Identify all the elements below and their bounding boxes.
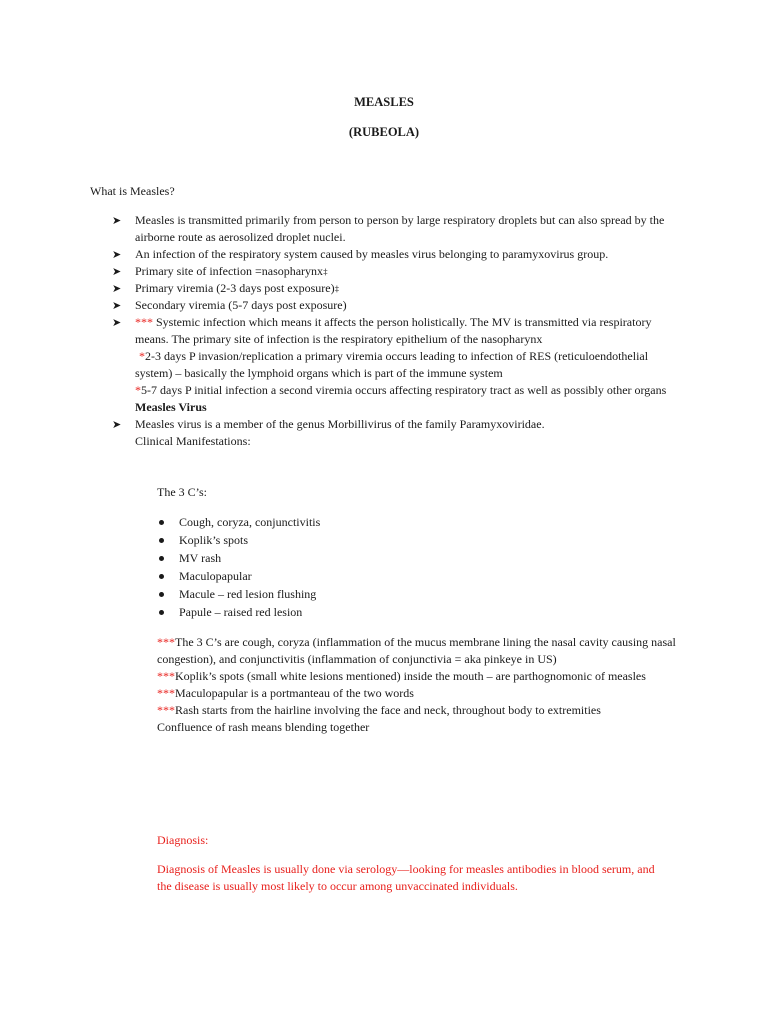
list-item [112,297,672,314]
list-item-text: An infection of the respiratory system caused by measles virus belonging to paramyxovirus group. [135,247,609,261]
note-text: Maculopapular is a portmanteau of the two words [175,686,414,700]
list-item [157,514,320,532]
emphasis-stars: *** [157,703,175,717]
list-item [112,263,672,280]
document-title: MEASLES [354,95,414,109]
list-item [112,212,672,246]
footnote-mark: ‡ [334,285,340,295]
emphasis-stars: *** [157,686,175,700]
note-paragraph [157,634,677,668]
list-item-text: Macule – red lesion flushing [179,587,317,601]
round-bullet-icon [159,556,164,561]
list-item-text: Koplik’s spots [179,533,249,547]
list-item [112,314,672,348]
bullet-list [157,514,320,622]
note-text: Confluence of rash means blending together [157,720,370,734]
note-paragraph [157,685,677,702]
list-item [112,280,672,297]
footnote-mark: ‡ [323,268,328,278]
sub-note [112,348,672,382]
list-item [157,604,320,622]
round-bullet-icon [159,574,164,579]
diagnosis-heading: Diagnosis: [157,833,209,847]
list-item [112,416,672,433]
emphasis-stars: * [139,349,145,363]
arrowhead-bullet-icon: ➤ [112,299,122,312]
note-paragraph [157,702,677,719]
arrowhead-bullet-icon: ➤ [112,248,122,261]
emphasis-stars: *** [157,669,175,683]
document-subtitle: (RUBEOLA) [348,125,420,139]
list-item-text: Papule – raised red lesion [179,605,303,619]
list-item-text: Primary viremia (2-3 days post exposure) [135,281,335,295]
clinical-label: Clinical Manifestations: [135,434,251,448]
arrowhead-bullet-icon: ➤ [112,265,122,278]
sub-note [112,382,672,399]
note-text: The 3 C’s are cough, coryza (inflammation of the mucus membrane lining the nasal cavity causing nasal congestion), and conjunctivitis (inflammation of conjunctivia = aka pinkeye in US) [157,635,676,666]
note-paragraph [157,668,677,685]
list-item-text: Maculopapular [179,569,252,583]
note-text: Rash starts from the hairline involving the face and neck, throughout body to extremities [175,703,601,717]
intro-question: What is Measles? [90,184,175,198]
list-item-text: MV rash [179,551,222,565]
notes-block [157,634,677,736]
list-item [157,550,320,568]
round-bullet-icon [159,592,164,597]
emphasis-stars: *** [157,635,175,649]
list-item [157,586,320,604]
note-text: Koplik’s spots (small white lesions mentioned) inside the mouth – are parthognomonic of measles [175,669,646,683]
round-bullet-icon [159,538,164,543]
list-item [112,246,672,263]
list-item-text: Systemic infection which means it affects the person holistically. The MV is transmitted via respiratory means. The primary site of infection is the respiratory epithelium of the nasopharynx [135,315,652,346]
emphasis-stars: * [135,383,141,397]
round-bullet-icon [159,610,164,615]
arrowhead-bullet-icon: ➤ [112,282,122,295]
list-item-text: Measles is transmitted primarily from person to person by large respiratory droplets but can also spread by the airborne route as aerosolized droplet nuclei. [135,213,665,244]
section-heading-virus: Measles Virus [135,400,207,414]
arrowhead-bullet-icon: ➤ [112,316,122,329]
sub-note-text: 5-7 days P initial infection a second viremia occurs affecting respiratory tract as well as possibly other organs [141,383,667,397]
diagnosis-text: Diagnosis of Measles is usually done via serology—looking for measles antibodies in blood serum, and the disease is usually most likely to occur among unvaccinated individuals. [157,862,655,893]
arrow-list [112,212,672,450]
arrowhead-bullet-icon: ➤ [112,418,122,431]
note-paragraph [157,719,677,736]
list-item-text: Primary site of infection =nasopharynx [135,264,324,278]
arrowhead-bullet-icon: ➤ [112,214,122,227]
list-item-text: Cough, coryza, conjunctivitis [179,515,321,529]
list-item-text: Secondary viremia (5-7 days post exposure) [135,298,347,312]
list-item [157,568,320,586]
sub-note-text: 2-3 days P invasion/replication a primary viremia occurs leading to infection of RES (reticuloendothelial system) – basically the lymphoid organs which is part of the immune system [135,349,649,380]
emphasis-stars: *** [135,315,153,329]
list-item-text: Measles virus is a member of the genus Morbillivirus of the family Paramyxoviridae. [135,417,545,431]
list-item [157,532,320,550]
three-cs-label: The 3 C’s: [157,485,207,499]
round-bullet-icon [159,520,164,525]
